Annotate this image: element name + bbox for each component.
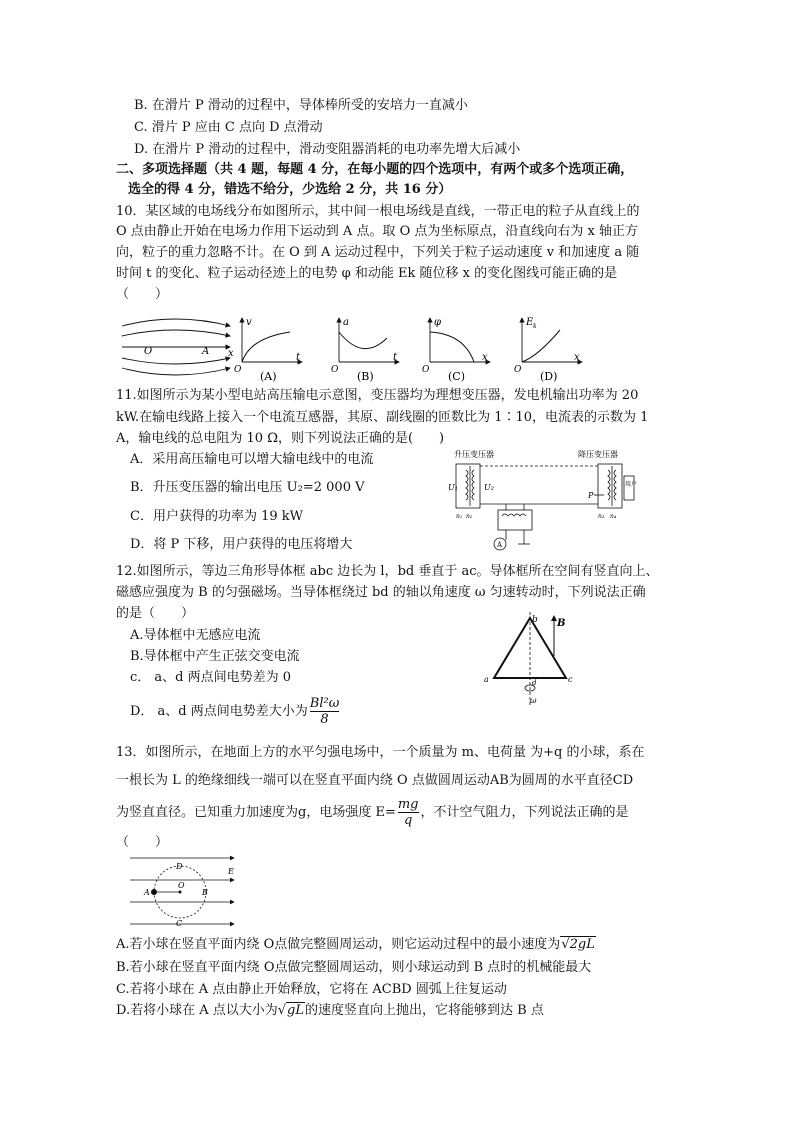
q11-option-d: D．将 P 下移，用户获得的电压将增大 xyxy=(130,537,353,552)
user-label: 用户 xyxy=(625,481,638,488)
u2-label: U₂ xyxy=(484,483,494,492)
q13-line3-text: 为竖直直径。已知重力加速度为g，电场强度 E= xyxy=(116,805,396,820)
q10-field-line-figure xyxy=(120,318,235,376)
q13-line2: 一根长为 L 的绝缘细线一端可以在竖直平面内绕 O 点做圆周运动AB为圆周的水平直径CD xyxy=(116,773,634,788)
graph-b-ylabel: a xyxy=(343,317,349,328)
graph-b-caption: (B) xyxy=(357,370,374,383)
q9-option-d: D. 在滑片 P 滑动的过程中，滑动变阻器消耗的电功率先增大后减小 xyxy=(134,142,521,157)
q13-circle-figure xyxy=(128,854,240,928)
graph-d-ysub: k xyxy=(533,323,537,330)
u1-label: U₁ xyxy=(448,483,458,492)
q12-line: 的是（ ） xyxy=(116,606,195,621)
q11-transmission-figure xyxy=(448,448,638,558)
ammeter-label: A xyxy=(497,541,503,549)
q10-line: 时间 t 的变化、粒子运动径迹上的电势 φ 和动能 Ek 随位移 x 的变化图线可能正确的是 xyxy=(116,266,618,281)
label-e: E xyxy=(228,867,234,876)
q11-option-a: A．采用高压输电可以增大输电线中的电流 xyxy=(130,452,374,467)
q10-graph-b xyxy=(333,316,403,382)
label-o: O xyxy=(178,881,185,890)
graph-b-origin: O xyxy=(331,365,339,375)
field-label-o: O xyxy=(144,346,153,357)
field-label-a: A xyxy=(202,346,210,357)
graph-a-origin: O xyxy=(234,365,242,375)
q13-option-d-text: D.若将小球在 A 点以大小为 xyxy=(116,1003,278,1018)
graph-d-xlabel: x xyxy=(574,352,580,363)
label-c: c xyxy=(568,675,573,684)
q13-line3 xyxy=(116,796,629,830)
label-a: a xyxy=(484,675,489,684)
q9-option-b: B. 在滑片 P 滑动的过程中，导体棒所受的安培力一直减小 xyxy=(134,98,468,113)
n2-label: n₂ xyxy=(466,513,473,520)
q10-line: O 点由静止开始在电场力作用下运动到 A 点。取 O 点为坐标原点，沿直线向右为 x 轴正方 xyxy=(116,224,638,239)
graph-d-ylabel: E xyxy=(526,317,534,328)
fraction-numerator: Bl²ω xyxy=(309,696,340,711)
q12-option-d-text: D． a、d 两点间电势差大小为 xyxy=(130,704,308,719)
q10-graph-a xyxy=(236,316,306,382)
q12-triangle-figure xyxy=(480,612,580,710)
n3-label: n₃ xyxy=(598,513,605,520)
field-label-x: x xyxy=(228,348,234,359)
label-b: b xyxy=(532,615,538,625)
q11-line: A，输电线的总电阻为 10 Ω，则下列说法正确的是( ) xyxy=(116,431,445,446)
sqrt-expression: √2gL xyxy=(561,937,595,952)
q13-line3-tail: ，不计空气阻力，下列说法正确的是 xyxy=(420,805,629,820)
q12-option-c: c． a、d 两点间电势差为 0 xyxy=(130,670,292,685)
graph-a-caption: (A) xyxy=(260,370,277,383)
step-up-label: 升压变压器 xyxy=(454,450,494,459)
section-heading-line2: 选全的得 4 分，错选不给分，少选给 2 分，共 16 分） xyxy=(128,182,452,197)
q12-option-a: A.导体框中无感应电流 xyxy=(130,628,261,643)
q13-line4: （ ） xyxy=(116,835,169,850)
graph-c-xlabel: x xyxy=(482,352,488,363)
q12-line: 磁感应强度为 B 的匀强磁场。当导体框绕过 bd 的轴以角速度 ω 匀速转动时，下列说法正确 xyxy=(116,585,646,600)
fraction-numerator: mg xyxy=(397,797,419,812)
graph-d-caption: (D) xyxy=(540,370,558,383)
label-a: A xyxy=(144,888,150,897)
q10-line: （ ） xyxy=(116,287,169,302)
q13-line1: 13．如图所示，在地面上方的水平匀强电场中，一个质量为 m、电荷量 为+q 的小球，系在 xyxy=(116,745,645,760)
fraction-denominator: 8 xyxy=(320,712,329,727)
q10-graph-c xyxy=(424,316,494,382)
graph-c-origin: O xyxy=(422,365,430,375)
q10-line: 向，粒子的重力忽略不计。在 O 到 A 运动过程中，下列关于粒子运动速度 v 和加速度 a 随 xyxy=(116,245,640,260)
q13-option-a xyxy=(116,935,596,955)
sqrt-expression: gL xyxy=(287,1003,305,1018)
graph-a-ylabel: v xyxy=(246,317,252,328)
n1-label: n₁ xyxy=(456,513,463,520)
label-field-b: B xyxy=(557,618,566,629)
q12-option-b: B.导体框中产生正弦交变电流 xyxy=(130,649,300,664)
n4-label: n₄ xyxy=(610,513,617,520)
label-d: D xyxy=(176,862,183,871)
q10-line: 10．某区域的电场线分布如图所示，其中间一根电场线是直线，一带正电的粒子从直线上的 xyxy=(116,204,640,219)
label-omega: ω xyxy=(530,696,537,705)
q10-graph-d xyxy=(516,316,586,382)
step-down-label: 降压变压器 xyxy=(578,450,618,459)
graph-b-xlabel: t xyxy=(393,352,398,363)
q12-fraction xyxy=(310,696,340,727)
q12-option-d xyxy=(130,696,341,727)
q13-option-a-text: A.若小球在竖直平面内绕 O点做完整圆周运动，则它运动过程中的最小速度为 xyxy=(116,937,561,952)
p-label: P xyxy=(588,491,594,500)
q13-option-b: B.若小球在竖直平面内绕 O点做完整圆周运动，则小球运动到 B 点时的机械能最大 xyxy=(116,960,592,975)
label-c: C xyxy=(176,919,183,928)
graph-a-xlabel: t xyxy=(296,352,301,363)
graph-c-caption: (C) xyxy=(448,370,465,383)
label-b: B xyxy=(202,888,208,897)
q12-line: 12.如图所示，等边三角形导体框 abc 边长为 l，bd 垂直于 ac。导体框所在空间有竖直向上、 xyxy=(116,564,659,579)
q9-option-c: C. 滑片 P 应由 C 点向 D 点滑动 xyxy=(134,120,323,135)
q11-line: kW.在输电线路上接入一个电流互感器，其原、副线圈的匝数比为 1∶10，电流表的示数为 1 xyxy=(116,410,649,425)
q11-line: 11.如图所示为某小型电站高压输电示意图，变压器均为理想变压器，发电机输出功率为 20 xyxy=(116,388,639,403)
label-d: d xyxy=(532,679,537,687)
graph-c-ylabel: φ xyxy=(434,317,442,328)
fraction-denominator: q xyxy=(404,813,413,828)
q11-option-b: B．升压变压器的输出电压 U₂=2 000 V xyxy=(130,480,365,495)
q13-fraction xyxy=(398,797,419,828)
q13-option-c: C.若将小球在 A 点由静止开始释放，它将在 ACBD 圆弧上往复运动 xyxy=(116,982,507,997)
q11-option-c: C．用户获得的功率为 19 kW xyxy=(130,509,303,524)
q13-option-d: D.若将小球在 A 点以大小为√gL的速度竖直向上抛出，它将能够到达 B 点 xyxy=(116,1003,544,1018)
graph-d-origin: O xyxy=(514,365,522,375)
section-heading-line1: 二、多项选择题（共 4 题，每题 4 分，在每小题的四个选项中，有两个或多个选项正确， xyxy=(116,162,634,177)
q13-option-d-tail: 的速度竖直向上抛出，它将能够到达 B 点 xyxy=(305,1003,544,1018)
